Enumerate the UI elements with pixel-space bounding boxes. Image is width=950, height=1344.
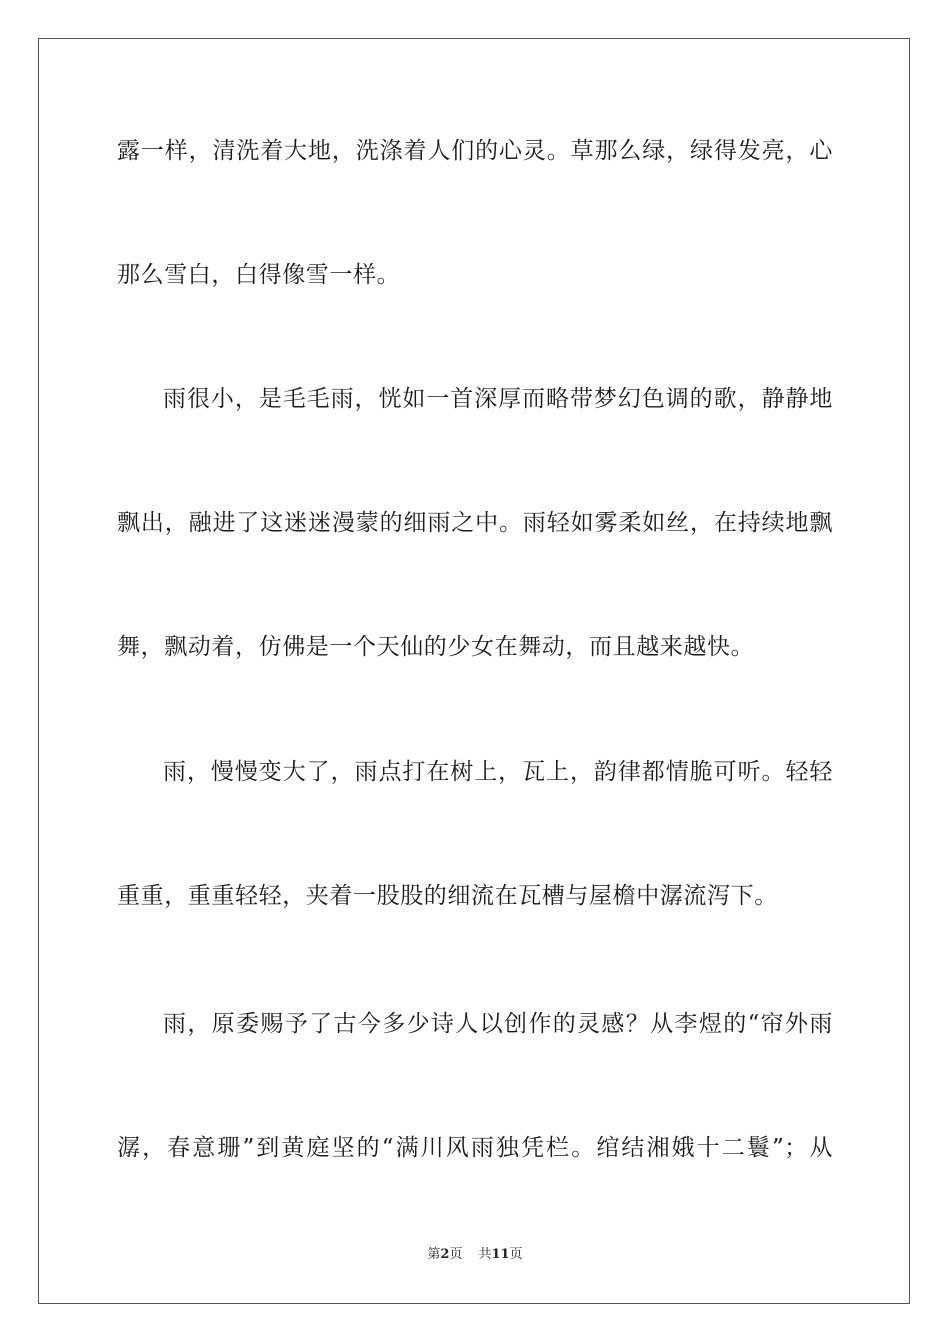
text-line: 潺，春意珊”到黄庭坚的“满川风雨独凭栏。绾结湘娥十二鬟”；从 — [117, 1135, 833, 1161]
text-line: 露一样，清洗着大地，洗涤着人们的心灵。草那么绿，绿得发亮，心 — [117, 138, 833, 164]
total-pages: 11 — [491, 1247, 510, 1262]
text-line: 舞，飘动着，仿佛是一个天仙的少女在舞动，而且越来越快。 — [117, 634, 755, 660]
page-border — [38, 38, 910, 1304]
page-suffix: 页 — [449, 1247, 463, 1262]
text-line: 雨很小，是毛毛雨，恍如一首深厚而略带梦幻色调的歌，静静地 — [163, 386, 833, 412]
text-line: 那么雪白，白得像雪一样。 — [117, 262, 401, 288]
total-prefix: 共 — [478, 1247, 492, 1262]
text-line: 飘出，融进了这迷迷漫蒙的细雨之中。雨轻如雾柔如丝，在持续地飘 — [117, 510, 833, 536]
page-number: 2 — [440, 1247, 450, 1262]
page-footer — [0, 1246, 950, 1264]
text-line: 雨，慢慢变大了，雨点打在树上，瓦上，韵律都情脆可听。轻轻 — [163, 759, 833, 785]
text-line: 雨，原委赐予了古今多少诗人以创作的灵感？从李煜的“帘外雨 — [163, 1011, 833, 1037]
page-prefix: 第 — [427, 1247, 441, 1262]
total-suffix: 页 — [509, 1247, 523, 1262]
text-line: 重重，重重轻轻，夹着一股股的细流在瓦槽与屋檐中潺流泻下。 — [117, 883, 778, 909]
